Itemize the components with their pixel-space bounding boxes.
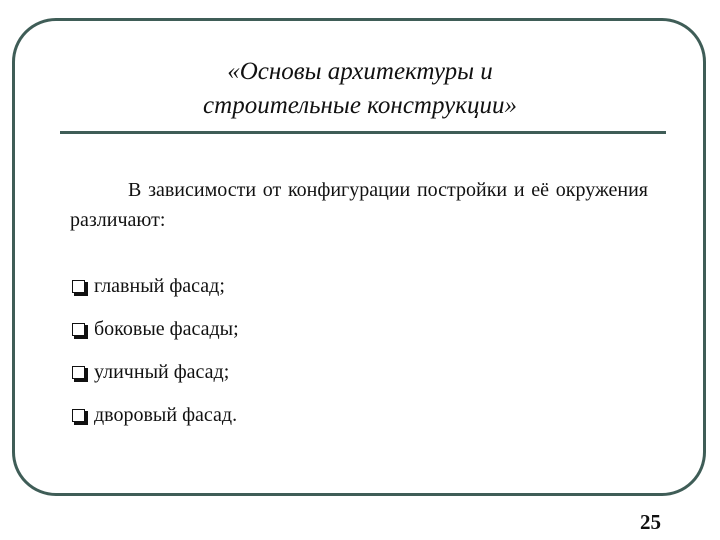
checkbox-square-icon bbox=[72, 280, 85, 293]
title-line-2: строительные конструкции» bbox=[203, 92, 517, 119]
checkbox-square-icon bbox=[72, 323, 85, 336]
page-number: 25 bbox=[640, 510, 661, 534]
checkbox-square-icon bbox=[72, 366, 85, 379]
list-item-text: уличный фасад; bbox=[94, 361, 230, 383]
list-item bbox=[72, 274, 239, 299]
list-item bbox=[72, 317, 239, 342]
title-divider bbox=[60, 131, 666, 134]
bullet-list bbox=[72, 274, 239, 446]
title-line-1: «Основы архитектуры и bbox=[227, 58, 493, 85]
list-item-text: главный фасад; bbox=[94, 275, 225, 297]
list-item-text: боковые фасады; bbox=[94, 318, 239, 340]
list-item-text: дворовый фасад. bbox=[94, 404, 238, 426]
list-item bbox=[72, 360, 239, 385]
checkbox-square-icon bbox=[72, 409, 85, 422]
slide-title bbox=[110, 55, 610, 123]
list-item bbox=[72, 403, 239, 428]
intro-paragraph: В зависимости от конфигурации постройки и её окружения различают: bbox=[70, 179, 648, 231]
